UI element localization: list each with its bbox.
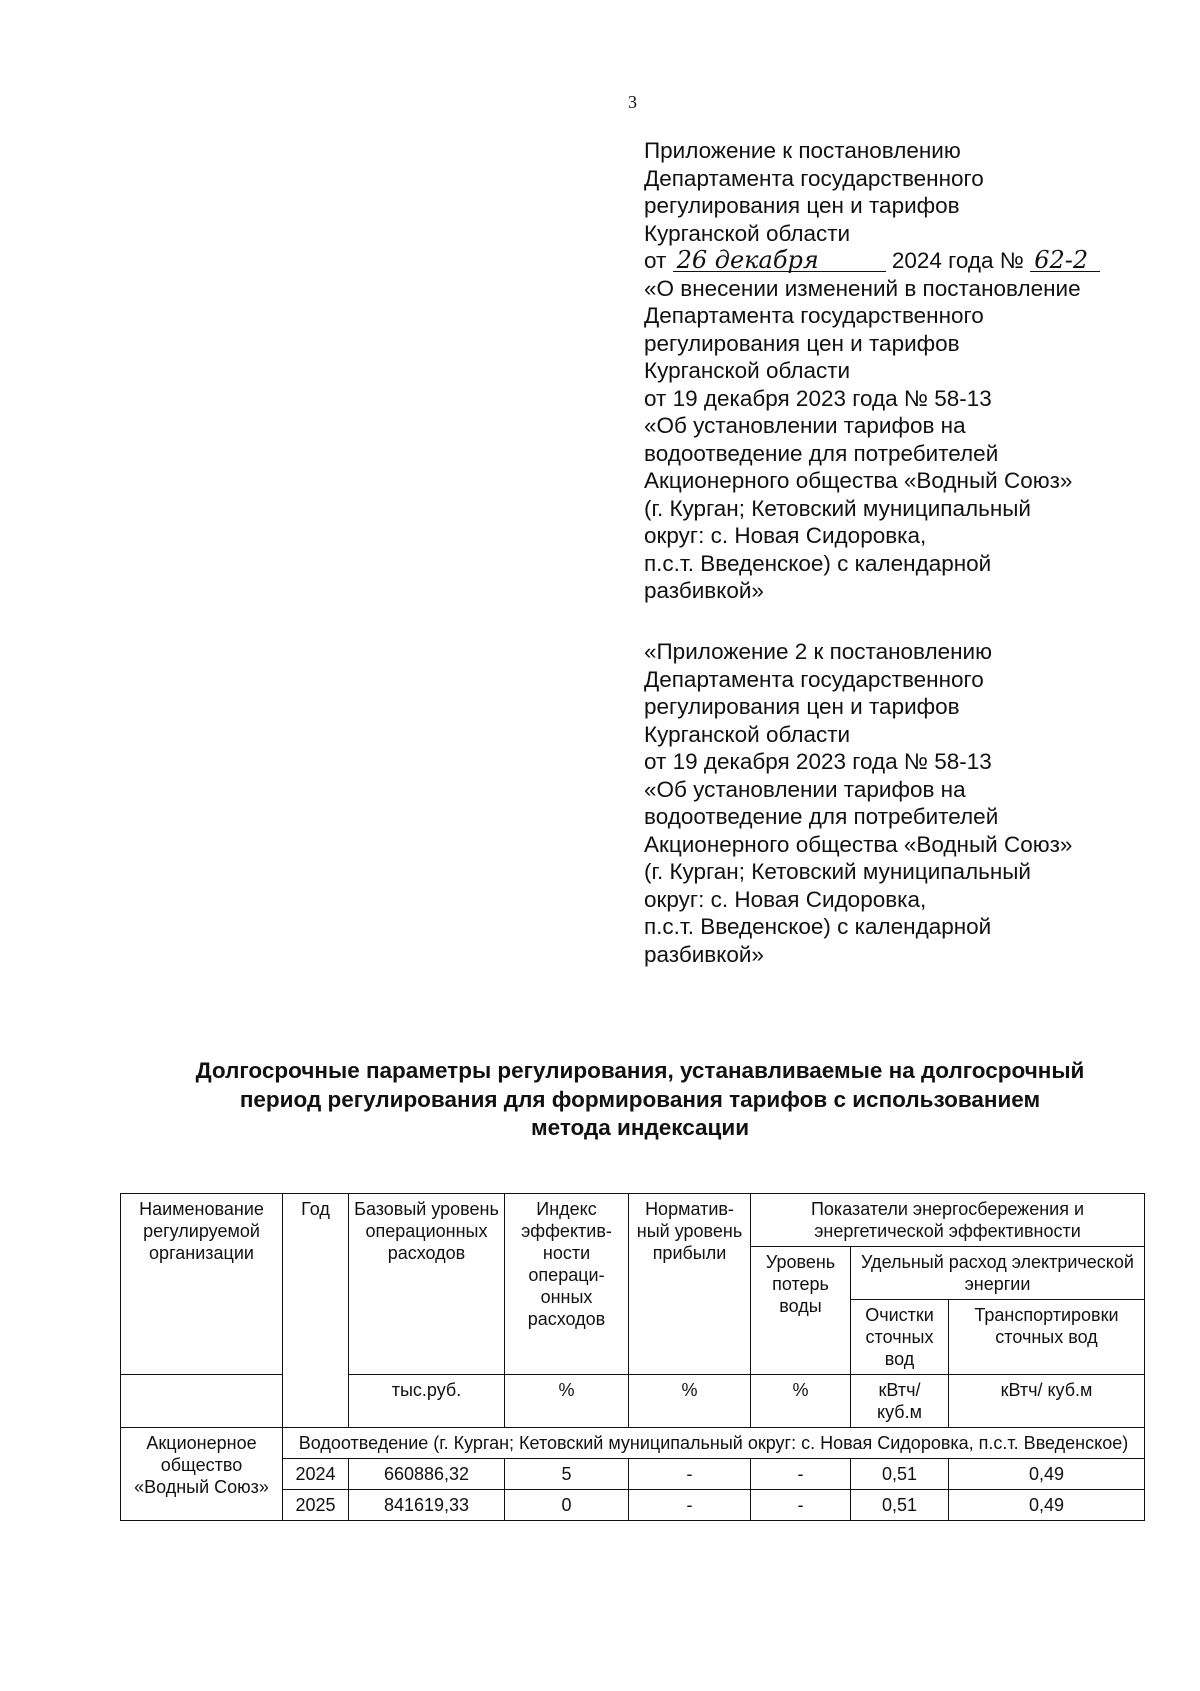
annex-date-line [644, 247, 1184, 275]
service-description: Водоотведение (г. Курган; Кетовский муниципальный округ: с. Новая Сидоровка, п.с.т. Введенское) [283, 1428, 1145, 1459]
annex-line: водоотведение для потребителей [644, 440, 999, 466]
cell-treatment: 0,51 [851, 1490, 949, 1521]
title-line: метода индексации [530, 1115, 750, 1140]
annex-line: разбивкой» [644, 578, 764, 603]
annex-line: Акционерного общества «Водный Союз» [644, 468, 1073, 493]
units-org-empty [121, 1375, 283, 1428]
header-specific-energy: Удельный расход электрической энергии [851, 1247, 1145, 1300]
annex-line: водоотведение для потребителей [644, 804, 999, 829]
cell-treatment: 0,51 [851, 1459, 949, 1490]
annex-line: округ: с. Новая Сидоровка, [644, 523, 927, 548]
unit-loss: % [751, 1375, 851, 1428]
header-treatment: Очистки сточных вод [851, 1300, 949, 1375]
annex-line: от 19 декабря 2023 года № 58-13 [644, 385, 992, 411]
unit-profit: % [629, 1375, 751, 1428]
annex-line: Департамента государственного [644, 303, 984, 328]
unit-index: % [505, 1375, 629, 1428]
handwritten-date: 26 декабря [673, 249, 886, 272]
cell-profit: - [629, 1459, 751, 1490]
title-line: период регулирования для формирования тарифов с использованием [239, 1086, 1041, 1112]
header-org: Наименование регулируемой организации [121, 1194, 283, 1375]
annex-line: (г. Курган; Кетовский муниципальный [644, 495, 1031, 521]
cell-base: 660886,32 [349, 1459, 505, 1490]
annex-line: Департамента государственного [644, 165, 984, 191]
date-year: 2024 года № [891, 248, 1024, 273]
org-name: Акционерное общество «Водный Союз» [121, 1428, 283, 1521]
cell-index: 0 [505, 1490, 629, 1521]
annex-line: Акционерного общества «Водный Союз» [644, 831, 1073, 857]
annex-2-header [644, 638, 1184, 968]
regulation-parameters-table [120, 1193, 1145, 1521]
annex-line: разбивкой» [644, 941, 764, 967]
annex-line: п.с.т. Введенское) с календарной [644, 914, 992, 939]
cell-transport: 0,49 [949, 1490, 1145, 1521]
annex-line: регулирования цен и тарифов [644, 694, 960, 719]
annex-line: от 19 декабря 2023 года № 58-13 [644, 749, 992, 774]
header-transport: Транспортировки сточных вод [949, 1300, 1145, 1375]
annex-line: округ: с. Новая Сидоровка, [644, 886, 927, 912]
cell-loss: - [751, 1490, 851, 1521]
handwritten-number: 62-2 [1030, 249, 1100, 272]
unit-transport: кВтч/ куб.м [949, 1375, 1145, 1428]
annex-line: Департамента государственного [644, 666, 984, 692]
header-year: Год [283, 1194, 349, 1428]
annex-line: «О внесении изменений в постановление [644, 275, 1081, 301]
title-line: Долгосрочные параметры регулирования, устанавливаемые на долгосрочный [195, 1058, 1085, 1083]
unit-treatment: кВтч/ куб.м [851, 1375, 949, 1428]
unit-base: тыс.руб. [349, 1375, 505, 1428]
annex-line: регулирования цен и тарифов [644, 193, 960, 218]
header-water-loss: Уровень потерь воды [751, 1247, 851, 1375]
header-base-opex: Базовый уровень операционных расходов [349, 1194, 505, 1375]
cell-profit: - [629, 1490, 751, 1521]
annex-line: Курганской области [644, 358, 851, 383]
annex-line: «Об установлении тарифов на [644, 413, 966, 438]
header-profit-level: Норматив-ный уровень прибыли [629, 1194, 751, 1375]
annex-header [644, 137, 1184, 605]
cell-year: 2024 [283, 1459, 349, 1490]
annex-line: Курганской области [644, 721, 851, 747]
annex-line: Приложение к постановлению [644, 138, 961, 163]
date-prefix: от [644, 248, 667, 273]
annex-line: «Приложение 2 к постановлению [644, 639, 992, 664]
units-row [121, 1375, 1145, 1428]
header-row [121, 1194, 1145, 1247]
service-row [121, 1428, 1145, 1459]
annex-line: регулирования цен и тарифов [644, 330, 960, 356]
header-efficiency-index: Индекс эффектив-ности операци-онных расходов [505, 1194, 629, 1375]
header-energy: Показатели энергосбережения и энергетической эффективности [751, 1194, 1145, 1247]
cell-base: 841619,33 [349, 1490, 505, 1521]
cell-index: 5 [505, 1459, 629, 1490]
page-number: 3 [628, 92, 637, 112]
cell-loss: - [751, 1459, 851, 1490]
document-title [110, 1057, 1170, 1143]
annex-line: Курганской области [644, 220, 851, 246]
cell-transport: 0,49 [949, 1459, 1145, 1490]
annex-line: «Об установлении тарифов на [644, 776, 966, 802]
annex-line: (г. Курган; Кетовский муниципальный [644, 859, 1031, 884]
cell-year: 2025 [283, 1490, 349, 1521]
annex-line: п.с.т. Введенское) с календарной [644, 550, 992, 576]
